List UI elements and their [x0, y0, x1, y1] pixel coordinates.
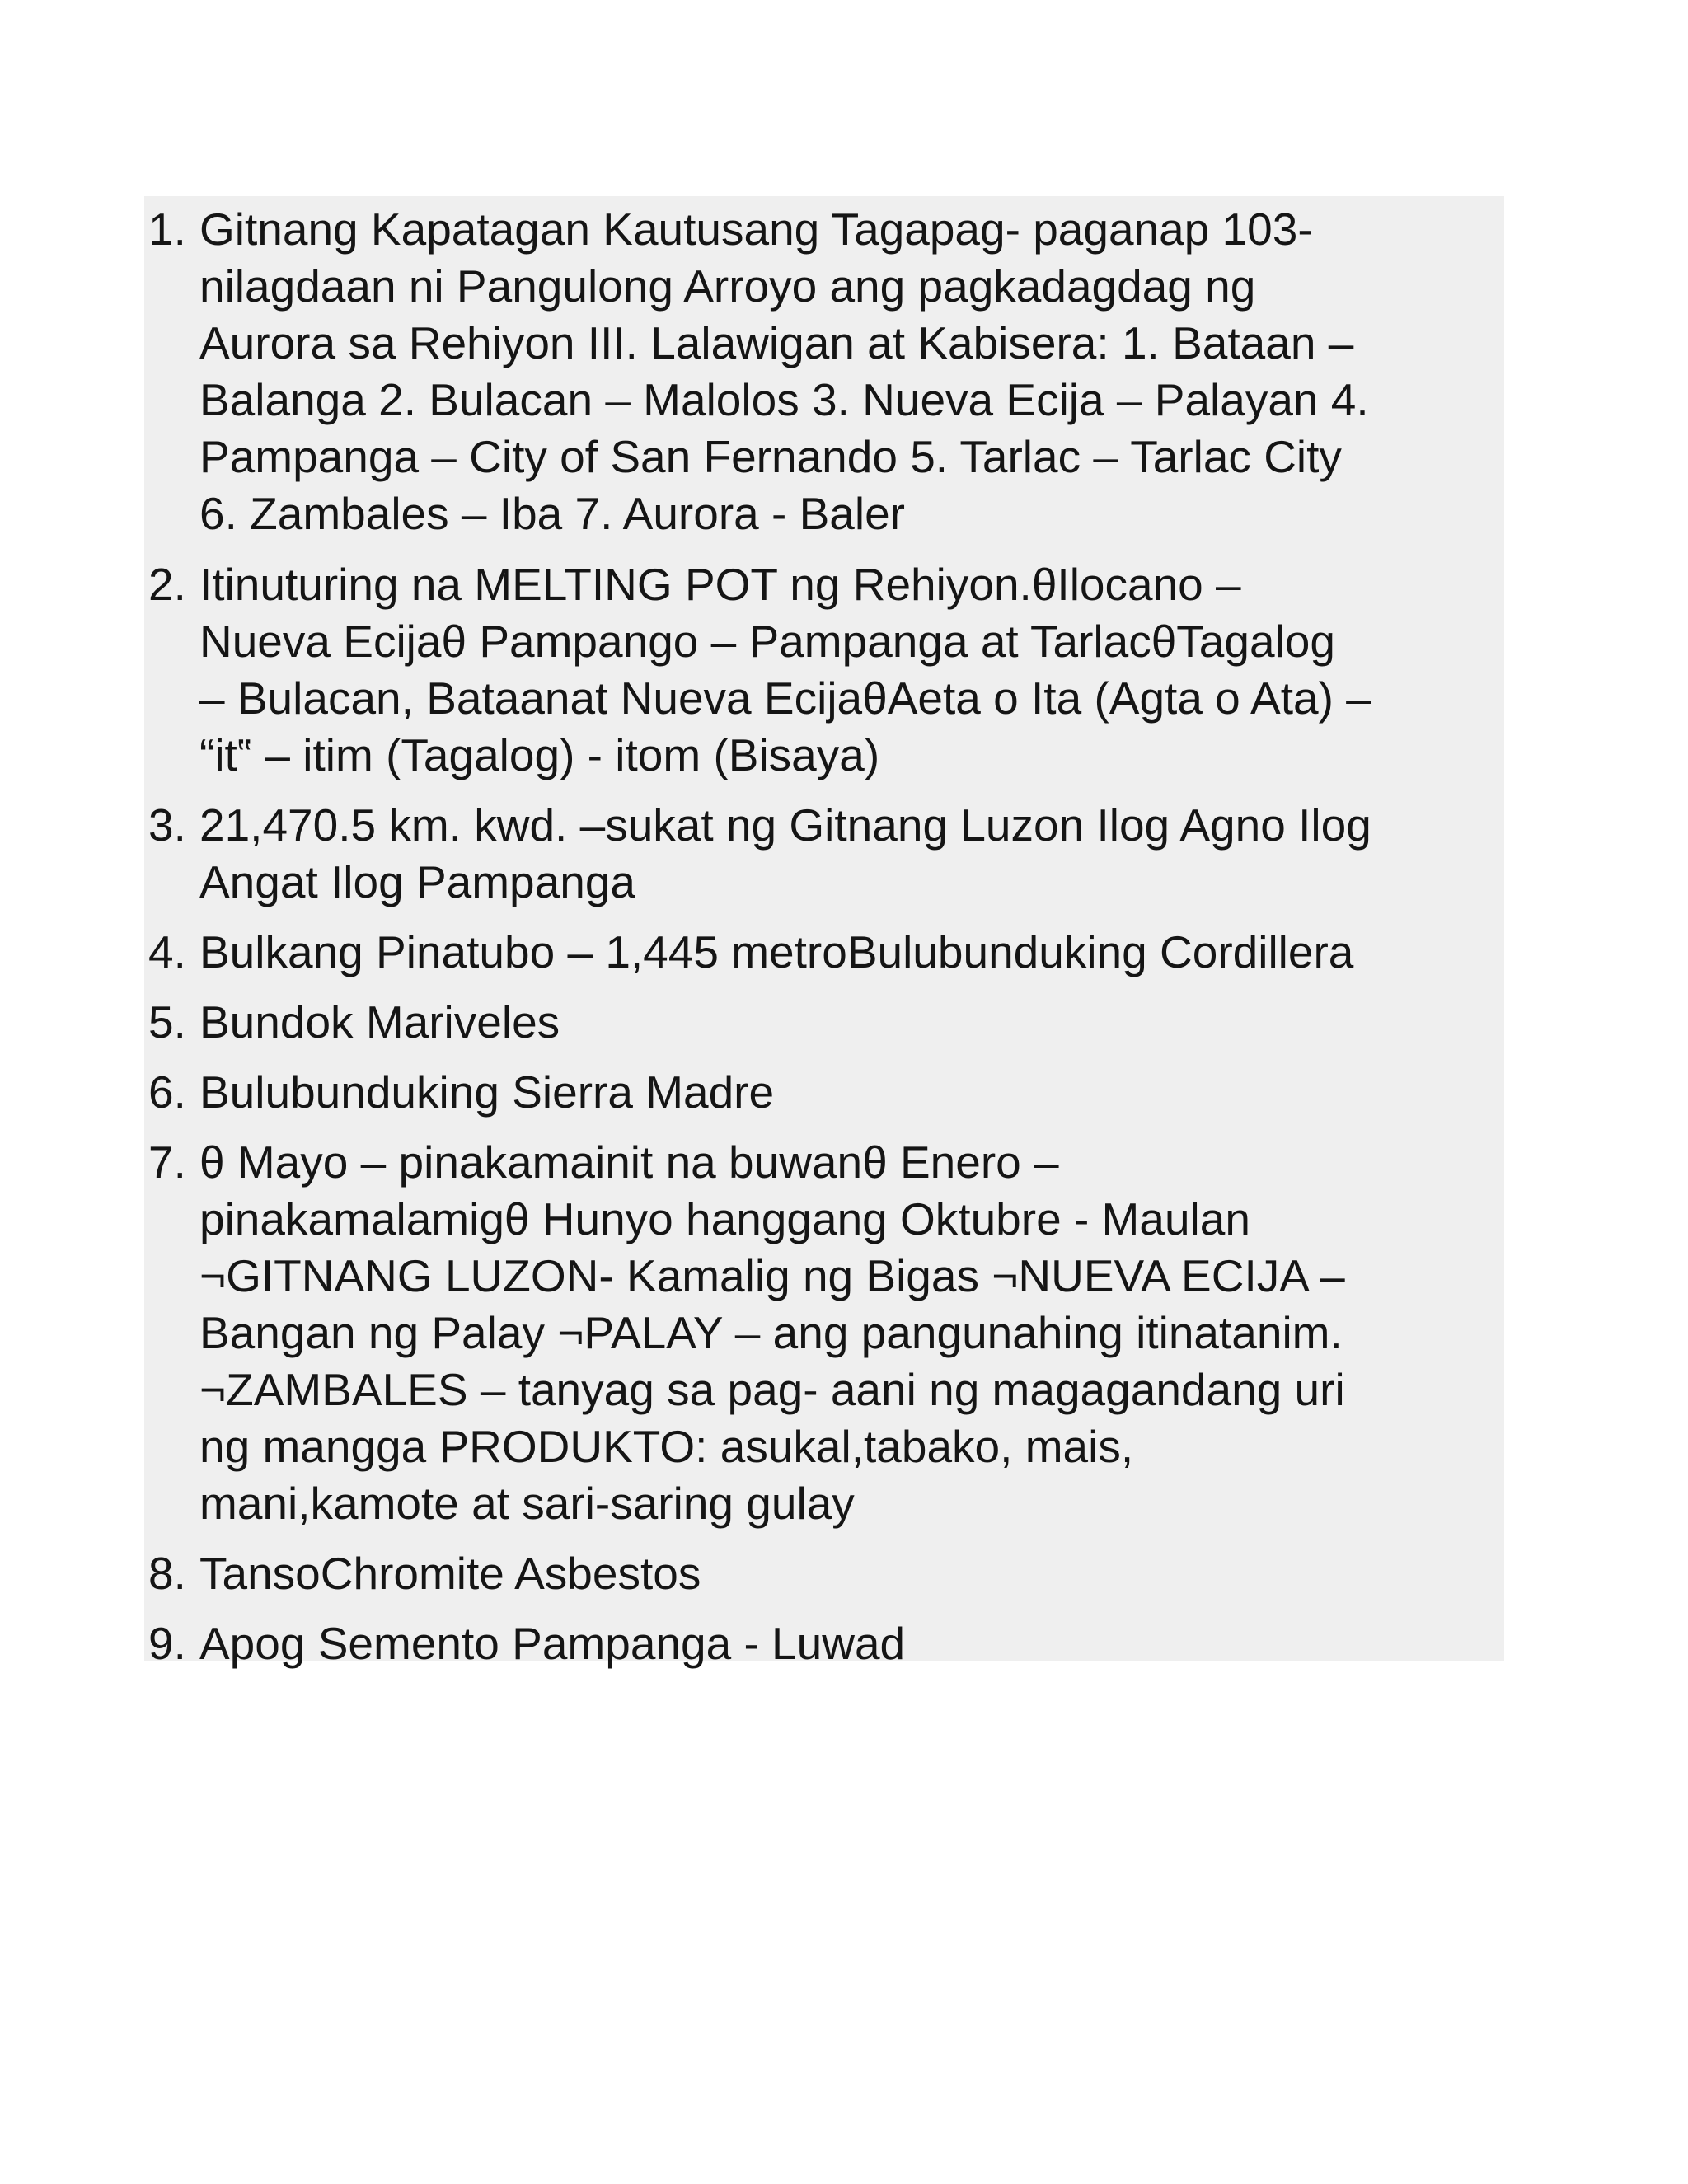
- list-item-text: [199, 924, 1492, 981]
- list-item-number: 4.: [148, 926, 186, 977]
- list-item-number: 9.: [148, 1618, 186, 1669]
- list-item-text: [199, 1134, 1492, 1532]
- list-item: [148, 1134, 1492, 1532]
- list-item-line: Gitnang Kapatagan Kautusang Tagapag- paganap 103-: [199, 204, 1313, 255]
- list-item-line: TansoChromite Asbestos: [199, 1548, 701, 1599]
- list-item-line: Angat Ilog Pampanga: [199, 856, 635, 907]
- list-item-line: “it‟ – itim (Tagalog) - itom (Bisaya): [199, 729, 880, 780]
- list-item-text: [199, 556, 1492, 784]
- list-item-line: Itinuturing na MELTING POT ng Rehiyon.θIlocano –: [199, 559, 1241, 610]
- list-item-number: 2.: [148, 559, 186, 610]
- list-item-line: – Bulacan, Bataanat Nueva EcijaθAeta o Ita (Agta o Ata) –: [199, 673, 1372, 724]
- list-item-text: [199, 994, 1492, 1051]
- list-item-line: pinakamalamigθ Hunyo hanggang Oktubre - Maulan: [199, 1193, 1250, 1244]
- list-item-text: [199, 797, 1492, 911]
- list-item: [148, 1064, 1492, 1121]
- list-item-line: Balanga 2. Bulacan – Malolos 3. Nueva Ecija – Palayan 4.: [199, 374, 1369, 425]
- list-item-line: Bulkang Pinatubo – 1,445 metroBulubunduking Cordillera: [199, 926, 1354, 977]
- list-item: [148, 1545, 1492, 1602]
- list-item: [148, 994, 1492, 1051]
- list-item-text: [199, 1545, 1492, 1602]
- list-item-line: 6. Zambales – Iba 7. Aurora - Baler: [199, 488, 905, 539]
- list-item-line: θ Mayo – pinakamainit na buwanθ Enero –: [199, 1137, 1059, 1188]
- list-item-line: Bundok Mariveles: [199, 996, 560, 1047]
- list-item-line: ¬ZAMBALES – tanyag sa pag- aani ng magagandang uri: [199, 1364, 1345, 1415]
- list-item-line: Pampanga – City of San Fernando 5. Tarlac – Tarlac City: [199, 431, 1342, 482]
- list-item: [148, 1615, 1492, 1672]
- list-item-line: Bulubunduking Sierra Madre: [199, 1066, 775, 1118]
- list-item: [148, 797, 1492, 911]
- list-item-number: 8.: [148, 1548, 186, 1599]
- list-item-line: ng mangga PRODUKTO: asukal,tabako, mais,: [199, 1421, 1134, 1472]
- list-item-number: 7.: [148, 1137, 186, 1188]
- list-item: [148, 201, 1492, 542]
- list-item-line: Nueva Ecijaθ Pampango – Pampanga at TarlacθTagalog: [199, 616, 1335, 667]
- list-item-line: mani,kamote at sari-saring gulay: [199, 1478, 855, 1529]
- list-item-number: 5.: [148, 996, 186, 1047]
- list-item-line: Apog Semento Pampanga - Luwad: [199, 1618, 906, 1669]
- list-item-text: [199, 1064, 1492, 1121]
- list-item-line: Bangan ng Palay ¬PALAY – ang pangunahing itinatanim.: [199, 1307, 1343, 1358]
- list-item-line: nilagdaan ni Pangulong Arroyo ang pagkadagdag ng: [199, 260, 1256, 312]
- list-item-line: ¬GITNANG LUZON- Kamalig ng Bigas ¬NUEVA ECIJA –: [199, 1250, 1345, 1301]
- list-item-text: [199, 1615, 1492, 1672]
- list-item-number: 3.: [148, 799, 186, 851]
- list-item: [148, 556, 1492, 784]
- list-item-line: 21,470.5 km. kwd. –sukat ng Gitnang Luzon Ilog Agno Ilog: [199, 799, 1372, 851]
- list-item-number: 6.: [148, 1066, 186, 1118]
- list-item-line: Aurora sa Rehiyon III. Lalawigan at Kabisera: 1. Bataan –: [199, 317, 1354, 368]
- list-item: [148, 924, 1492, 981]
- list-item-text: [199, 201, 1492, 542]
- list-item-number: 1.: [148, 204, 186, 255]
- numbered-list: [148, 196, 1492, 1672]
